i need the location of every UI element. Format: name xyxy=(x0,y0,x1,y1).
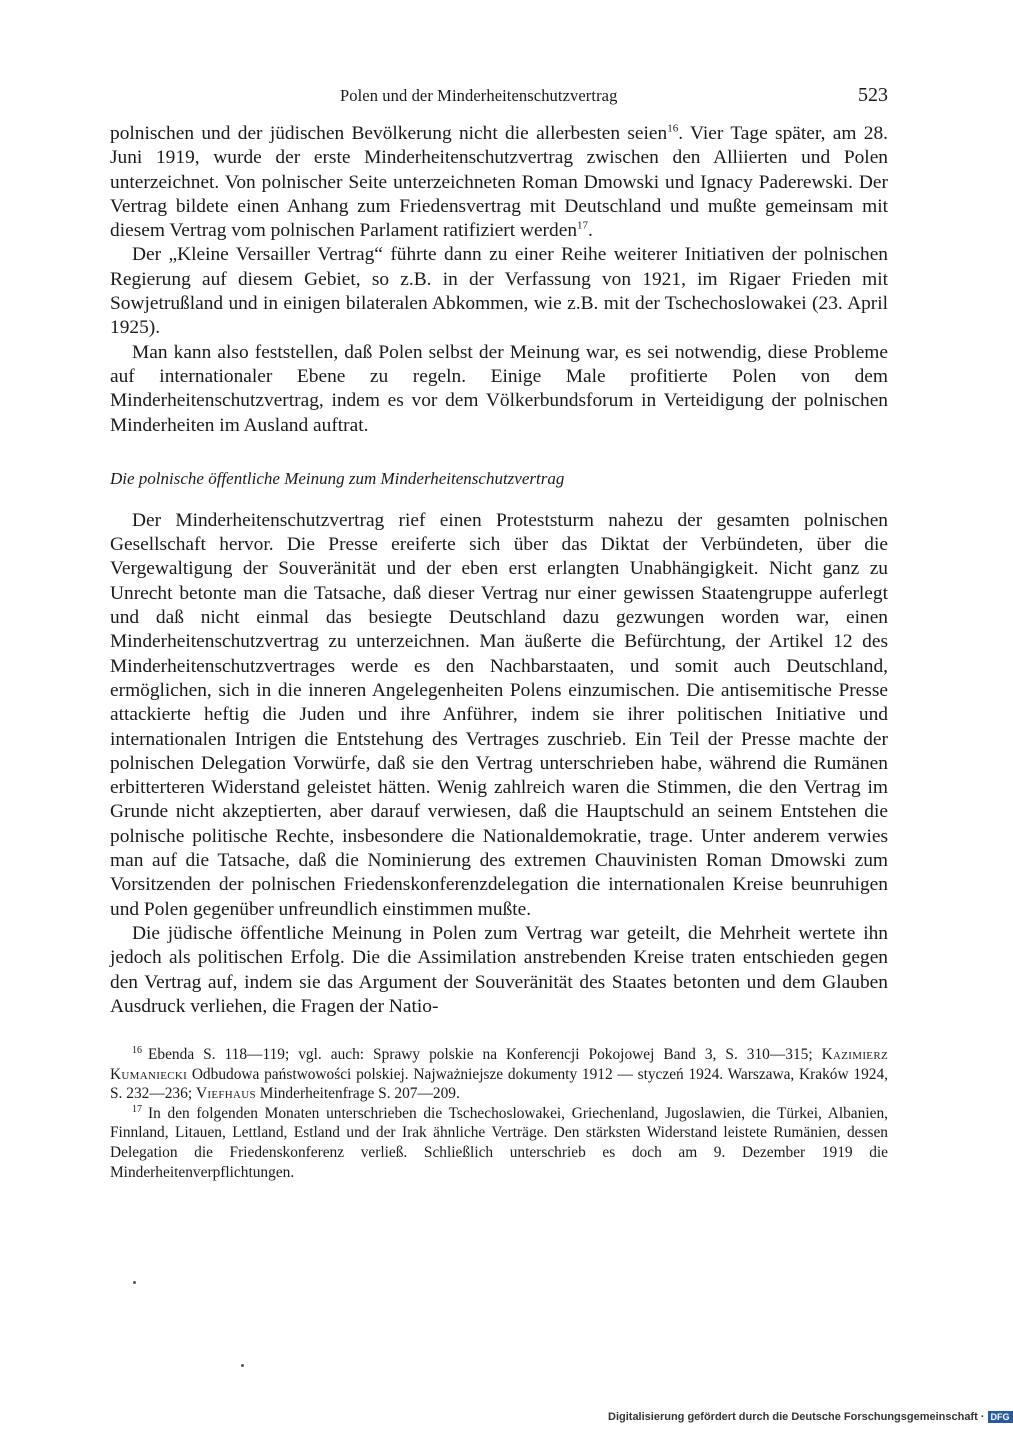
running-header xyxy=(110,84,888,114)
page-content xyxy=(110,84,888,1182)
footnotes xyxy=(110,1045,888,1182)
footnote-16-number: 16 xyxy=(132,1044,142,1056)
paragraph-1-text-b: . Vier Tage später, am 28. Juni 1919, wurde der erste Minderheitenschutzvertrag zwischen den Alliierten und Polen unterzeichnet. Von polnischer Seite unterzeichneten Roman Dmowski und Ignacy Paderewski. Der Vertrag bildete einen Anhang zum Friedensvertrag mit Deutschland und mußte gemeinsam mit diesem Vertrag vom polnischen Parlament ratifiziert werden xyxy=(110,123,888,242)
paragraph-3: Man kann also feststellen, daß Polen selbst der Meinung war, es sei notwendig, diese Probleme auf internationaler Ebene zu regeln. Einige Male profitierte Polen von dem Minderheitenschutzvertrag, indem es vor dem Völkerbundsforum in Verteidigung der polnischen Minderheiten im Ausland auftrat. xyxy=(110,341,888,436)
footnote-ref-16: 16 xyxy=(667,122,679,135)
body-text xyxy=(110,122,888,1019)
dfg-logo: DFG xyxy=(988,1411,1013,1423)
section-heading: Die polnische öffentliche Meinung zum Minderheitenschutzvertrag xyxy=(110,468,565,488)
footnote-16-text-b: Odbudowa państwowości polskiej. Najważniejsze dokumenty 1912 — styczeń 1924. Warszawa, Kraków 1924, S. 232—236; xyxy=(110,1065,888,1103)
footnote-17 xyxy=(110,1104,888,1182)
paragraph-4: Der Minderheitenschutzvertrag rief einen Proteststurm nahezu der gesamten polnischen Gesellschaft hervor. Die Presse ereiferte sich über das Diktat der Verbündeten, über die Vergewaltigung der Souveränität und der eben erst erlangten Unabhängigkeit. Nicht ganz zu Unrecht betonte man die Tatsache, daß dieser Vertrag nur einer gewissen Staatengruppe auferlegt und daß nicht einmal das besiegte Deutschland dazu gezwungen worden war, einen Minderheitenschutzvertrag zu unterzeichnen. Man äußerte die Befürchtung, der Artikel 12 des Minderheitenschutzvertrages werde es den Nachbarstaaten, und somit auch Deutschland, ermöglichen, sich in die inneren Angelegenheiten Polens einzumischen. Die antisemitische Presse attackierte heftig die Juden und ihre Anführer, indem sie ihrer politischen Initiative und internationalen Intrigen die Entstehung des Vertrages zuschrieb. Ein Teil der Presse machte der polnischen Delegation Vorwürfe, daß sie den Vertrag unterschrieben habe, während die Rumänen erbitterteren Widerstand geleistet hätten. Wenig zahlreich waren die Stimmen, die den Vertrag im Grunde nicht akzeptierten, aber darauf verwiesen, daß die Hauptschuld an seinem Entstehen die polnische politische Rechte, insbesondere die Nationaldemokratie, trage. Unter anderem verwies man auf die Tatsache, daß die Nominierung des extremen Chauvinisten Roman Dmowski zum Vorsitzenden der polnischen Friedenskonferenzdelegation die internationalen Kreise beunruhigen und Polen gegenüber unfreundlich einstimmen mußte. xyxy=(110,509,888,920)
paragraph-5: Die jüdische öffentliche Meinung in Polen zum Vertrag war geteilt, die Mehrheit wertete ihn jedoch als politischen Erfolg. Die die Assimilation anstrebenden Kreise traten entschieden gegen den Vertrag auf, indem sie das Argument der Souveränität des Staates betonten und dem Glauben Ausdruck verliehen, die Fragen der Natio- xyxy=(110,922,888,1017)
scan-speck xyxy=(133,1281,136,1284)
footnote-16-author-2: Viefhaus xyxy=(195,1085,256,1103)
paragraph-2: Der „Kleine Versailler Vertrag“ führte dann zu einer Reihe weiterer Initiativen der polnischen Regierung auf diesem Gebiet, so z.B. in der Verfassung von 1921, im Rigaer Frieden mit Sowjetrußland und in einigen bilateralen Abkommen, wie z.B. mit der Tschechoslowakei (23. April 1925). xyxy=(110,244,888,339)
running-title: Polen und der Minderheitenschutzvertrag xyxy=(340,86,618,105)
paragraph-1-end: . xyxy=(588,220,593,242)
footnote-16 xyxy=(110,1045,888,1104)
footnote-16-author-1: Kazimierz Kumaniecki xyxy=(110,1046,888,1083)
footnote-ref-17: 17 xyxy=(577,219,589,232)
paragraph-1 xyxy=(110,122,888,243)
digitization-credit xyxy=(608,1411,1013,1423)
paragraph-1-text: polnischen und der jüdischen Bevölkerung nicht die allerbesten seien xyxy=(110,123,668,144)
footnote-16-text-c: Minderheitenfrage S. 207—209. xyxy=(255,1085,460,1103)
scan-speck xyxy=(241,1364,244,1367)
page-number: 523 xyxy=(858,84,888,106)
footnote-17-text: In den folgenden Monaten unterschrieben die Tschechoslowakei, Griechenland, Jugoslawien, die Türkei, Albanien, Finnland, Litauen, Lettland, Estland und der Irak ähnliche Verträge. Den stärksten Widerstand leistete Rumänien, dessen Delegation die Friedenskonferenz verließ. Schließlich unterschrieb es doch am 9. Dezember 1919 die Minderheitenverpflichtungen. xyxy=(110,1104,888,1181)
footnote-17-number: 17 xyxy=(132,1103,142,1115)
footnote-16-text-a: Ebenda S. 118—119; vgl. auch: Sprawy polskie na Konferencji Pokojowej Band 3, S. 310—315; xyxy=(148,1046,822,1064)
digitization-credit-text: Digitalisierung gefördert durch die Deutsche Forschungsgemeinschaft · xyxy=(608,1411,985,1423)
